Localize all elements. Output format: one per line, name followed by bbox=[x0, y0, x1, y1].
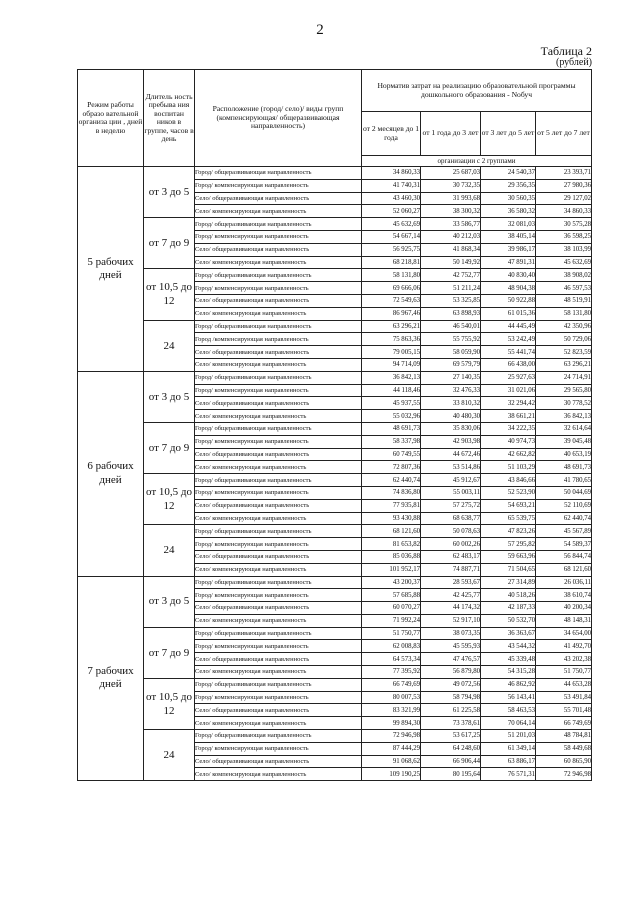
cost-value-age-3y-5y: 31 021,06 bbox=[481, 384, 536, 397]
location-group-cell: Город/ компенсирующая направленность bbox=[195, 486, 362, 499]
cost-value-age-2m-1y: 94 714,09 bbox=[362, 358, 421, 371]
cost-value-age-3y-5y: 46 862,92 bbox=[481, 678, 536, 691]
work-mode-cell: 5 рабочих дней bbox=[78, 167, 144, 372]
cost-value-age-3y-5y: 50 922,88 bbox=[481, 294, 536, 307]
cost-value-age-3y-5y: 52 523,90 bbox=[481, 486, 536, 499]
cost-value-age-3y-5y: 65 539,75 bbox=[481, 512, 536, 525]
table-title: Таблица 2 bbox=[540, 44, 592, 58]
header-age-3y-5y: от 3 лет до 5 лет bbox=[481, 112, 536, 156]
cost-value-age-5y-7y: 41 492,70 bbox=[536, 640, 592, 653]
cost-value-age-2m-1y: 72 549,63 bbox=[362, 294, 421, 307]
cost-value-age-2m-1y: 43 200,37 bbox=[362, 576, 421, 589]
header-work-mode: Режим работы образо вательной организа ции , дней в неделю bbox=[78, 70, 144, 167]
cost-value-age-2m-1y: 57 685,88 bbox=[362, 589, 421, 602]
location-group-cell: Город/ общеразвивающая направленность bbox=[195, 627, 362, 640]
cost-value-age-3y-5y: 42 187,33 bbox=[481, 602, 536, 615]
cost-value-age-1y-3y: 42 752,77 bbox=[421, 269, 481, 282]
location-group-cell: Село/ компенсирующая направленность bbox=[195, 410, 362, 423]
stay-duration-cell: от 10,5 до 12 bbox=[144, 678, 195, 729]
cost-value-age-1y-3y: 33 810,32 bbox=[421, 397, 481, 410]
cost-value-age-3y-5y: 32 081,03 bbox=[481, 218, 536, 231]
cost-value-age-5y-7y: 42 350,96 bbox=[536, 320, 592, 333]
cost-value-age-5y-7y: 45 567,89 bbox=[536, 525, 592, 538]
cost-value-age-3y-5y: 24 540,37 bbox=[481, 167, 536, 180]
cost-value-age-3y-5y: 40 518,26 bbox=[481, 589, 536, 602]
stay-duration-cell: от 7 до 9 bbox=[144, 627, 195, 678]
cost-value-age-1y-3y: 38 300,32 bbox=[421, 205, 481, 218]
location-group-cell: Город/ компенсирующая направленность bbox=[195, 640, 362, 653]
work-mode-cell: 7 рабочих дней bbox=[78, 576, 144, 781]
cost-value-age-3y-5y: 47 823,26 bbox=[481, 525, 536, 538]
cost-value-age-3y-5y: 45 339,48 bbox=[481, 653, 536, 666]
cost-value-age-3y-5y: 47 891,31 bbox=[481, 256, 536, 269]
cost-value-age-3y-5y: 32 294,42 bbox=[481, 397, 536, 410]
cost-value-age-1y-3y: 53 617,25 bbox=[421, 730, 481, 743]
cost-value-age-1y-3y: 52 917,10 bbox=[421, 614, 481, 627]
cost-value-age-5y-7y: 36 842,13 bbox=[536, 410, 592, 423]
cost-value-age-3y-5y: 61 015,36 bbox=[481, 307, 536, 320]
cost-value-age-1y-3y: 53 325,85 bbox=[421, 294, 481, 307]
cost-value-age-1y-3y: 51 211,24 bbox=[421, 282, 481, 295]
cost-value-age-1y-3y: 53 514,86 bbox=[421, 461, 481, 474]
location-group-cell: Город/ компенсирующая направленность bbox=[195, 384, 362, 397]
cost-value-age-2m-1y: 45 632,69 bbox=[362, 218, 421, 231]
cost-value-age-2m-1y: 101 952,17 bbox=[362, 563, 421, 576]
location-group-cell: Город/ общеразвивающая направленность bbox=[195, 269, 362, 282]
cost-value-age-5y-7y: 60 865,90 bbox=[536, 755, 592, 768]
table-row bbox=[78, 576, 592, 589]
cost-value-age-2m-1y: 86 967,46 bbox=[362, 307, 421, 320]
cost-value-age-1y-3y: 57 275,72 bbox=[421, 499, 481, 512]
cost-value-age-3y-5y: 40 830,40 bbox=[481, 269, 536, 282]
cost-value-age-5y-7y: 48 784,81 bbox=[536, 730, 592, 743]
cost-value-age-1y-3y: 55 755,92 bbox=[421, 333, 481, 346]
header-two-group-organizations: организации с 2 группами bbox=[362, 156, 592, 167]
cost-value-age-5y-7y: 30 575,28 bbox=[536, 218, 592, 231]
cost-value-age-1y-3y: 66 906,44 bbox=[421, 755, 481, 768]
cost-value-age-5y-7y: 34 860,33 bbox=[536, 205, 592, 218]
cost-value-age-2m-1y: 52 060,27 bbox=[362, 205, 421, 218]
location-group-cell: Город/ компенсирующая направленность bbox=[195, 589, 362, 602]
table-row bbox=[78, 678, 592, 691]
cost-value-age-2m-1y: 48 691,73 bbox=[362, 422, 421, 435]
location-group-cell: Село/ общеразвивающая направленность bbox=[195, 602, 362, 615]
cost-value-age-1y-3y: 45 912,67 bbox=[421, 474, 481, 487]
cost-value-age-5y-7y: 72 946,98 bbox=[536, 768, 592, 781]
cost-value-age-3y-5y: 38 405,14 bbox=[481, 230, 536, 243]
cost-value-age-1y-3y: 41 868,34 bbox=[421, 243, 481, 256]
cost-value-age-1y-3y: 62 483,17 bbox=[421, 550, 481, 563]
cost-value-age-1y-3y: 64 248,60 bbox=[421, 742, 481, 755]
cost-value-age-5y-7y: 53 491,84 bbox=[536, 691, 592, 704]
cost-value-age-1y-3y: 40 480,30 bbox=[421, 410, 481, 423]
cost-value-age-5y-7y: 66 749,69 bbox=[536, 717, 592, 730]
location-group-cell: Город/ компенсирующая направленность bbox=[195, 691, 362, 704]
cost-value-age-1y-3y: 56 879,80 bbox=[421, 666, 481, 679]
work-mode-cell: 6 рабочих дней bbox=[78, 371, 144, 576]
cost-value-age-2m-1y: 93 430,88 bbox=[362, 512, 421, 525]
cost-value-age-5y-7y: 34 654,00 bbox=[536, 627, 592, 640]
cost-value-age-5y-7y: 62 440,74 bbox=[536, 512, 592, 525]
cost-value-age-2m-1y: 43 460,30 bbox=[362, 192, 421, 205]
table-row bbox=[78, 269, 592, 282]
cost-value-age-2m-1y: 79 005,15 bbox=[362, 346, 421, 359]
location-group-cell: Село/ общеразвивающая направленность bbox=[195, 397, 362, 410]
table-row bbox=[78, 320, 592, 333]
table-row bbox=[78, 730, 592, 743]
cost-value-age-5y-7y: 38 908,02 bbox=[536, 269, 592, 282]
cost-value-age-2m-1y: 77 395,92 bbox=[362, 666, 421, 679]
cost-value-age-2m-1y: 80 007,53 bbox=[362, 691, 421, 704]
cost-value-age-5y-7y: 54 589,37 bbox=[536, 538, 592, 551]
cost-value-age-1y-3y: 73 378,61 bbox=[421, 717, 481, 730]
location-group-cell: Село/ общеразвивающая направленность bbox=[195, 448, 362, 461]
cost-value-age-1y-3y: 55 003,11 bbox=[421, 486, 481, 499]
cost-value-age-5y-7y: 30 778,52 bbox=[536, 397, 592, 410]
cost-value-age-3y-5y: 57 295,82 bbox=[481, 538, 536, 551]
location-group-cell: Село/ общеразвивающая направленность bbox=[195, 550, 362, 563]
cost-value-age-1y-3y: 35 830,06 bbox=[421, 422, 481, 435]
location-group-cell: Город/ общеразвивающая направленность bbox=[195, 576, 362, 589]
location-group-cell: Село/ общеразвивающая направленность bbox=[195, 653, 362, 666]
stay-duration-cell: от 3 до 5 bbox=[144, 371, 195, 422]
location-group-cell: Село/ компенсирующая направленность bbox=[195, 461, 362, 474]
cost-value-age-3y-5y: 53 242,49 bbox=[481, 333, 536, 346]
cost-value-age-3y-5y: 25 927,63 bbox=[481, 371, 536, 384]
cost-value-age-3y-5y: 58 463,53 bbox=[481, 704, 536, 717]
cost-value-age-3y-5y: 43 846,66 bbox=[481, 474, 536, 487]
header-cost-norm: Норматив затрат на реализацию образовательной программы дошкольного образования - Nобуч bbox=[362, 70, 592, 112]
cost-value-age-3y-5y: 63 886,17 bbox=[481, 755, 536, 768]
location-group-cell: Город/ компенсирующая направленность bbox=[195, 435, 362, 448]
cost-value-age-3y-5y: 70 064,14 bbox=[481, 717, 536, 730]
cost-value-age-2m-1y: 69 666,06 bbox=[362, 282, 421, 295]
stay-duration-cell: от 10,5 до 12 bbox=[144, 269, 195, 320]
table-row bbox=[78, 167, 592, 180]
cost-value-age-2m-1y: 55 032,96 bbox=[362, 410, 421, 423]
location-group-cell: Город/ общеразвивающая направленность bbox=[195, 320, 362, 333]
cost-value-age-5y-7y: 45 632,69 bbox=[536, 256, 592, 269]
cost-value-age-2m-1y: 71 992,24 bbox=[362, 614, 421, 627]
cost-value-age-3y-5y: 59 663,96 bbox=[481, 550, 536, 563]
cost-value-age-2m-1y: 63 296,21 bbox=[362, 320, 421, 333]
cost-value-age-2m-1y: 99 894,30 bbox=[362, 717, 421, 730]
cost-value-age-3y-5y: 76 571,31 bbox=[481, 768, 536, 781]
cost-value-age-1y-3y: 28 593,67 bbox=[421, 576, 481, 589]
cost-value-age-5y-7y: 27 980,36 bbox=[536, 179, 592, 192]
location-group-cell: Город/ общеразвивающая направленность bbox=[195, 474, 362, 487]
cost-value-age-2m-1y: 34 860,33 bbox=[362, 167, 421, 180]
location-group-cell: Город/ компенсирующая направленность bbox=[195, 538, 362, 551]
cost-value-age-2m-1y: 64 573,34 bbox=[362, 653, 421, 666]
cost-value-age-2m-1y: 51 750,77 bbox=[362, 627, 421, 640]
location-group-cell: Село/ компенсирующая направленность bbox=[195, 307, 362, 320]
cost-value-age-5y-7y: 46 597,53 bbox=[536, 282, 592, 295]
cost-value-age-2m-1y: 44 118,46 bbox=[362, 384, 421, 397]
cost-value-age-5y-7y: 48 148,31 bbox=[536, 614, 592, 627]
cost-value-age-1y-3y: 61 225,58 bbox=[421, 704, 481, 717]
cost-value-age-5y-7y: 43 202,38 bbox=[536, 653, 592, 666]
location-group-cell: Село/ компенсирующая направленность bbox=[195, 717, 362, 730]
location-group-cell: Город/ общеразвивающая направленность bbox=[195, 678, 362, 691]
stay-duration-cell: от 7 до 9 bbox=[144, 422, 195, 473]
location-group-cell: Село/ общеразвивающая направленность bbox=[195, 346, 362, 359]
cost-value-age-5y-7y: 38 103,99 bbox=[536, 243, 592, 256]
cost-value-age-3y-5y: 44 445,49 bbox=[481, 320, 536, 333]
cost-value-age-2m-1y: 58 131,80 bbox=[362, 269, 421, 282]
cost-value-age-3y-5y: 71 504,65 bbox=[481, 563, 536, 576]
location-group-cell: Город/ компенсирующая направленность bbox=[195, 179, 362, 192]
location-group-cell: Город/ общеразвивающая направленность bbox=[195, 167, 362, 180]
cost-value-age-1y-3y: 33 586,77 bbox=[421, 218, 481, 231]
cost-value-age-1y-3y: 58 059,90 bbox=[421, 346, 481, 359]
cost-value-age-2m-1y: 85 036,88 bbox=[362, 550, 421, 563]
cost-value-age-1y-3y: 69 579,79 bbox=[421, 358, 481, 371]
location-group-cell: Село/ компенсирующая направленность bbox=[195, 205, 362, 218]
header-age-2m-1y: от 2 месяцев до 1 года bbox=[362, 112, 421, 156]
location-group-cell: Город/ компенсирующая направленность bbox=[195, 282, 362, 295]
cost-value-age-5y-7y: 40 653,19 bbox=[536, 448, 592, 461]
cost-value-age-1y-3y: 74 887,71 bbox=[421, 563, 481, 576]
cost-value-age-2m-1y: 91 068,62 bbox=[362, 755, 421, 768]
cost-value-age-5y-7y: 29 565,80 bbox=[536, 384, 592, 397]
cost-value-age-2m-1y: 109 190,25 bbox=[362, 768, 421, 781]
cost-value-age-1y-3y: 68 638,77 bbox=[421, 512, 481, 525]
cost-value-age-1y-3y: 40 212,03 bbox=[421, 230, 481, 243]
cost-value-age-5y-7y: 68 121,60 bbox=[536, 563, 592, 576]
cost-value-age-3y-5y: 40 974,73 bbox=[481, 435, 536, 448]
cost-value-age-3y-5y: 34 222,35 bbox=[481, 422, 536, 435]
cost-value-age-2m-1y: 83 321,99 bbox=[362, 704, 421, 717]
stay-duration-cell: от 7 до 9 bbox=[144, 218, 195, 269]
table-row bbox=[78, 627, 592, 640]
location-group-cell: Село/ общеразвивающая направленность bbox=[195, 294, 362, 307]
stay-duration-cell: 24 bbox=[144, 320, 195, 371]
cost-value-age-5y-7y: 36 598,25 bbox=[536, 230, 592, 243]
page-number: 2 bbox=[316, 22, 324, 38]
stay-duration-cell: 24 bbox=[144, 525, 195, 576]
table-row bbox=[78, 525, 592, 538]
cost-value-age-5y-7y: 40 200,34 bbox=[536, 602, 592, 615]
cost-value-age-2m-1y: 45 937,55 bbox=[362, 397, 421, 410]
cost-value-age-5y-7y: 51 750,77 bbox=[536, 666, 592, 679]
cost-value-age-1y-3y: 50 149,92 bbox=[421, 256, 481, 269]
cost-value-age-5y-7y: 56 844,74 bbox=[536, 550, 592, 563]
cost-value-age-2m-1y: 87 444,29 bbox=[362, 742, 421, 755]
location-group-cell: Село/ общеразвивающая направленность bbox=[195, 243, 362, 256]
cost-value-age-3y-5y: 38 661,21 bbox=[481, 410, 536, 423]
location-group-cell: Село/ компенсирующая направленность bbox=[195, 358, 362, 371]
cost-value-age-1y-3y: 25 687,03 bbox=[421, 167, 481, 180]
table-body bbox=[78, 167, 592, 781]
cost-value-age-5y-7y: 29 127,02 bbox=[536, 192, 592, 205]
cost-value-age-5y-7y: 50 729,06 bbox=[536, 333, 592, 346]
cost-value-age-1y-3y: 27 140,35 bbox=[421, 371, 481, 384]
cost-value-age-1y-3y: 47 476,57 bbox=[421, 653, 481, 666]
cost-value-age-3y-5y: 54 315,28 bbox=[481, 666, 536, 679]
cost-value-age-5y-7y: 32 614,64 bbox=[536, 422, 592, 435]
cost-value-age-3y-5y: 43 544,32 bbox=[481, 640, 536, 653]
cost-value-age-3y-5y: 39 986,17 bbox=[481, 243, 536, 256]
location-group-cell: Город/ общеразвивающая направленность bbox=[195, 422, 362, 435]
cost-value-age-2m-1y: 62 008,83 bbox=[362, 640, 421, 653]
cost-value-age-2m-1y: 68 218,81 bbox=[362, 256, 421, 269]
cost-value-age-2m-1y: 54 667,14 bbox=[362, 230, 421, 243]
cost-value-age-2m-1y: 75 863,36 bbox=[362, 333, 421, 346]
cost-value-age-3y-5y: 61 349,14 bbox=[481, 742, 536, 755]
location-group-cell: Село/ компенсирующая направленность bbox=[195, 666, 362, 679]
cost-value-age-1y-3y: 32 476,33 bbox=[421, 384, 481, 397]
cost-value-age-3y-5y: 27 314,89 bbox=[481, 576, 536, 589]
cost-value-age-1y-3y: 45 595,93 bbox=[421, 640, 481, 653]
cost-value-age-2m-1y: 81 653,82 bbox=[362, 538, 421, 551]
stay-duration-cell: 24 bbox=[144, 730, 195, 781]
cost-value-age-1y-3y: 44 174,32 bbox=[421, 602, 481, 615]
cost-value-age-5y-7y: 39 045,48 bbox=[536, 435, 592, 448]
table-row bbox=[78, 474, 592, 487]
cost-value-age-2m-1y: 60 749,55 bbox=[362, 448, 421, 461]
cost-value-age-5y-7y: 26 036,11 bbox=[536, 576, 592, 589]
stay-duration-cell: от 10,5 до 12 bbox=[144, 474, 195, 525]
location-group-cell: Село/ компенсирующая направленность bbox=[195, 256, 362, 269]
cost-value-age-3y-5y: 29 356,35 bbox=[481, 179, 536, 192]
location-group-cell: Село/ общеразвивающая направленность bbox=[195, 704, 362, 717]
cost-value-age-3y-5y: 48 904,38 bbox=[481, 282, 536, 295]
cost-value-age-3y-5y: 51 201,03 bbox=[481, 730, 536, 743]
cost-value-age-2m-1y: 72 807,36 bbox=[362, 461, 421, 474]
location-group-cell: Село/ компенсирующая направленность bbox=[195, 768, 362, 781]
location-group-cell: Село/ компенсирующая направленность bbox=[195, 512, 362, 525]
header-age-5y-7y: от 5 лет до 7 лет bbox=[536, 112, 592, 156]
location-group-cell: Село/ общеразвивающая направленность bbox=[195, 192, 362, 205]
location-group-cell: Город/ общеразвивающая направленность bbox=[195, 218, 362, 231]
cost-value-age-5y-7y: 48 519,91 bbox=[536, 294, 592, 307]
table-units: (рублей) bbox=[555, 57, 592, 68]
cost-value-age-1y-3y: 30 732,35 bbox=[421, 179, 481, 192]
cost-value-age-3y-5y: 55 441,74 bbox=[481, 346, 536, 359]
cost-value-age-2m-1y: 62 440,74 bbox=[362, 474, 421, 487]
location-group-cell: Город/ общеразвивающая направленность bbox=[195, 730, 362, 743]
table-row bbox=[78, 422, 592, 435]
cost-value-age-2m-1y: 60 070,27 bbox=[362, 602, 421, 615]
cost-value-age-5y-7y: 41 780,65 bbox=[536, 474, 592, 487]
cost-value-age-5y-7y: 23 393,71 bbox=[536, 167, 592, 180]
location-group-cell: Город/ общеразвивающая направленность bbox=[195, 525, 362, 538]
cost-value-age-2m-1y: 68 121,60 bbox=[362, 525, 421, 538]
cost-value-age-5y-7y: 55 701,48 bbox=[536, 704, 592, 717]
cost-value-age-3y-5y: 56 143,41 bbox=[481, 691, 536, 704]
cost-norm-table bbox=[77, 69, 592, 781]
cost-value-age-5y-7y: 38 610,74 bbox=[536, 589, 592, 602]
cost-value-age-1y-3y: 38 073,35 bbox=[421, 627, 481, 640]
location-group-cell: Город/ общеразвивающая направленность bbox=[195, 371, 362, 384]
location-group-cell: Город/ компенсирующая направленность bbox=[195, 230, 362, 243]
cost-value-age-3y-5y: 51 103,29 bbox=[481, 461, 536, 474]
location-group-cell: Село/ общеразвивающая направленность bbox=[195, 755, 362, 768]
cost-value-age-5y-7y: 50 044,69 bbox=[536, 486, 592, 499]
cost-value-age-1y-3y: 42 425,77 bbox=[421, 589, 481, 602]
header-location-group-type: Расположение (город/ село)/ виды групп (компенсирующая/ общеразвивающая направленность) bbox=[195, 70, 362, 167]
cost-value-age-1y-3y: 63 898,93 bbox=[421, 307, 481, 320]
location-group-cell: Село/ компенсирующая направленность bbox=[195, 563, 362, 576]
location-group-cell: Село/ общеразвивающая направленность bbox=[195, 499, 362, 512]
cost-value-age-3y-5y: 54 693,21 bbox=[481, 499, 536, 512]
location-group-cell: Город/ компенсирующая направленность bbox=[195, 742, 362, 755]
cost-value-age-2m-1y: 72 946,98 bbox=[362, 730, 421, 743]
cost-value-age-5y-7y: 52 110,69 bbox=[536, 499, 592, 512]
stay-duration-cell: от 3 до 5 bbox=[144, 576, 195, 627]
cost-value-age-5y-7y: 58 131,80 bbox=[536, 307, 592, 320]
cost-value-age-2m-1y: 74 836,80 bbox=[362, 486, 421, 499]
stay-duration-cell: от 3 до 5 bbox=[144, 167, 195, 218]
cost-value-age-1y-3y: 42 903,98 bbox=[421, 435, 481, 448]
cost-value-age-3y-5y: 66 438,00 bbox=[481, 358, 536, 371]
cost-value-age-2m-1y: 41 740,31 bbox=[362, 179, 421, 192]
location-group-cell: Село/ компенсирующая направленность bbox=[195, 614, 362, 627]
cost-value-age-2m-1y: 56 925,75 bbox=[362, 243, 421, 256]
cost-value-age-3y-5y: 50 532,70 bbox=[481, 614, 536, 627]
cost-value-age-3y-5y: 30 560,35 bbox=[481, 192, 536, 205]
cost-value-age-5y-7y: 58 449,68 bbox=[536, 742, 592, 755]
cost-value-age-3y-5y: 36 580,32 bbox=[481, 205, 536, 218]
cost-value-age-5y-7y: 44 653,28 bbox=[536, 678, 592, 691]
cost-value-age-1y-3y: 49 072,56 bbox=[421, 678, 481, 691]
cost-value-age-5y-7y: 24 714,91 bbox=[536, 371, 592, 384]
cost-value-age-2m-1y: 66 749,69 bbox=[362, 678, 421, 691]
cost-value-age-2m-1y: 58 337,98 bbox=[362, 435, 421, 448]
header-stay-duration: Длитель ность пребыва ния воспитан ников в группе, часов в день bbox=[144, 70, 195, 167]
cost-value-age-1y-3y: 44 672,46 bbox=[421, 448, 481, 461]
cost-value-age-5y-7y: 48 691,73 bbox=[536, 461, 592, 474]
cost-value-age-1y-3y: 31 993,68 bbox=[421, 192, 481, 205]
cost-value-age-1y-3y: 80 195,64 bbox=[421, 768, 481, 781]
cost-value-age-3y-5y: 36 363,67 bbox=[481, 627, 536, 640]
cost-value-age-1y-3y: 50 078,63 bbox=[421, 525, 481, 538]
cost-value-age-5y-7y: 52 823,59 bbox=[536, 346, 592, 359]
table-row bbox=[78, 371, 592, 384]
cost-value-age-3y-5y: 42 662,82 bbox=[481, 448, 536, 461]
header-age-1y-3y: от 1 года до 3 лет bbox=[421, 112, 481, 156]
cost-value-age-1y-3y: 46 540,01 bbox=[421, 320, 481, 333]
cost-value-age-1y-3y: 60 002,26 bbox=[421, 538, 481, 551]
table-row bbox=[78, 218, 592, 231]
cost-value-age-5y-7y: 63 296,21 bbox=[536, 358, 592, 371]
location-group-cell: Город /компенсирующая направленность bbox=[195, 333, 362, 346]
cost-value-age-2m-1y: 77 935,81 bbox=[362, 499, 421, 512]
cost-value-age-1y-3y: 58 794,98 bbox=[421, 691, 481, 704]
cost-value-age-2m-1y: 36 842,13 bbox=[362, 371, 421, 384]
